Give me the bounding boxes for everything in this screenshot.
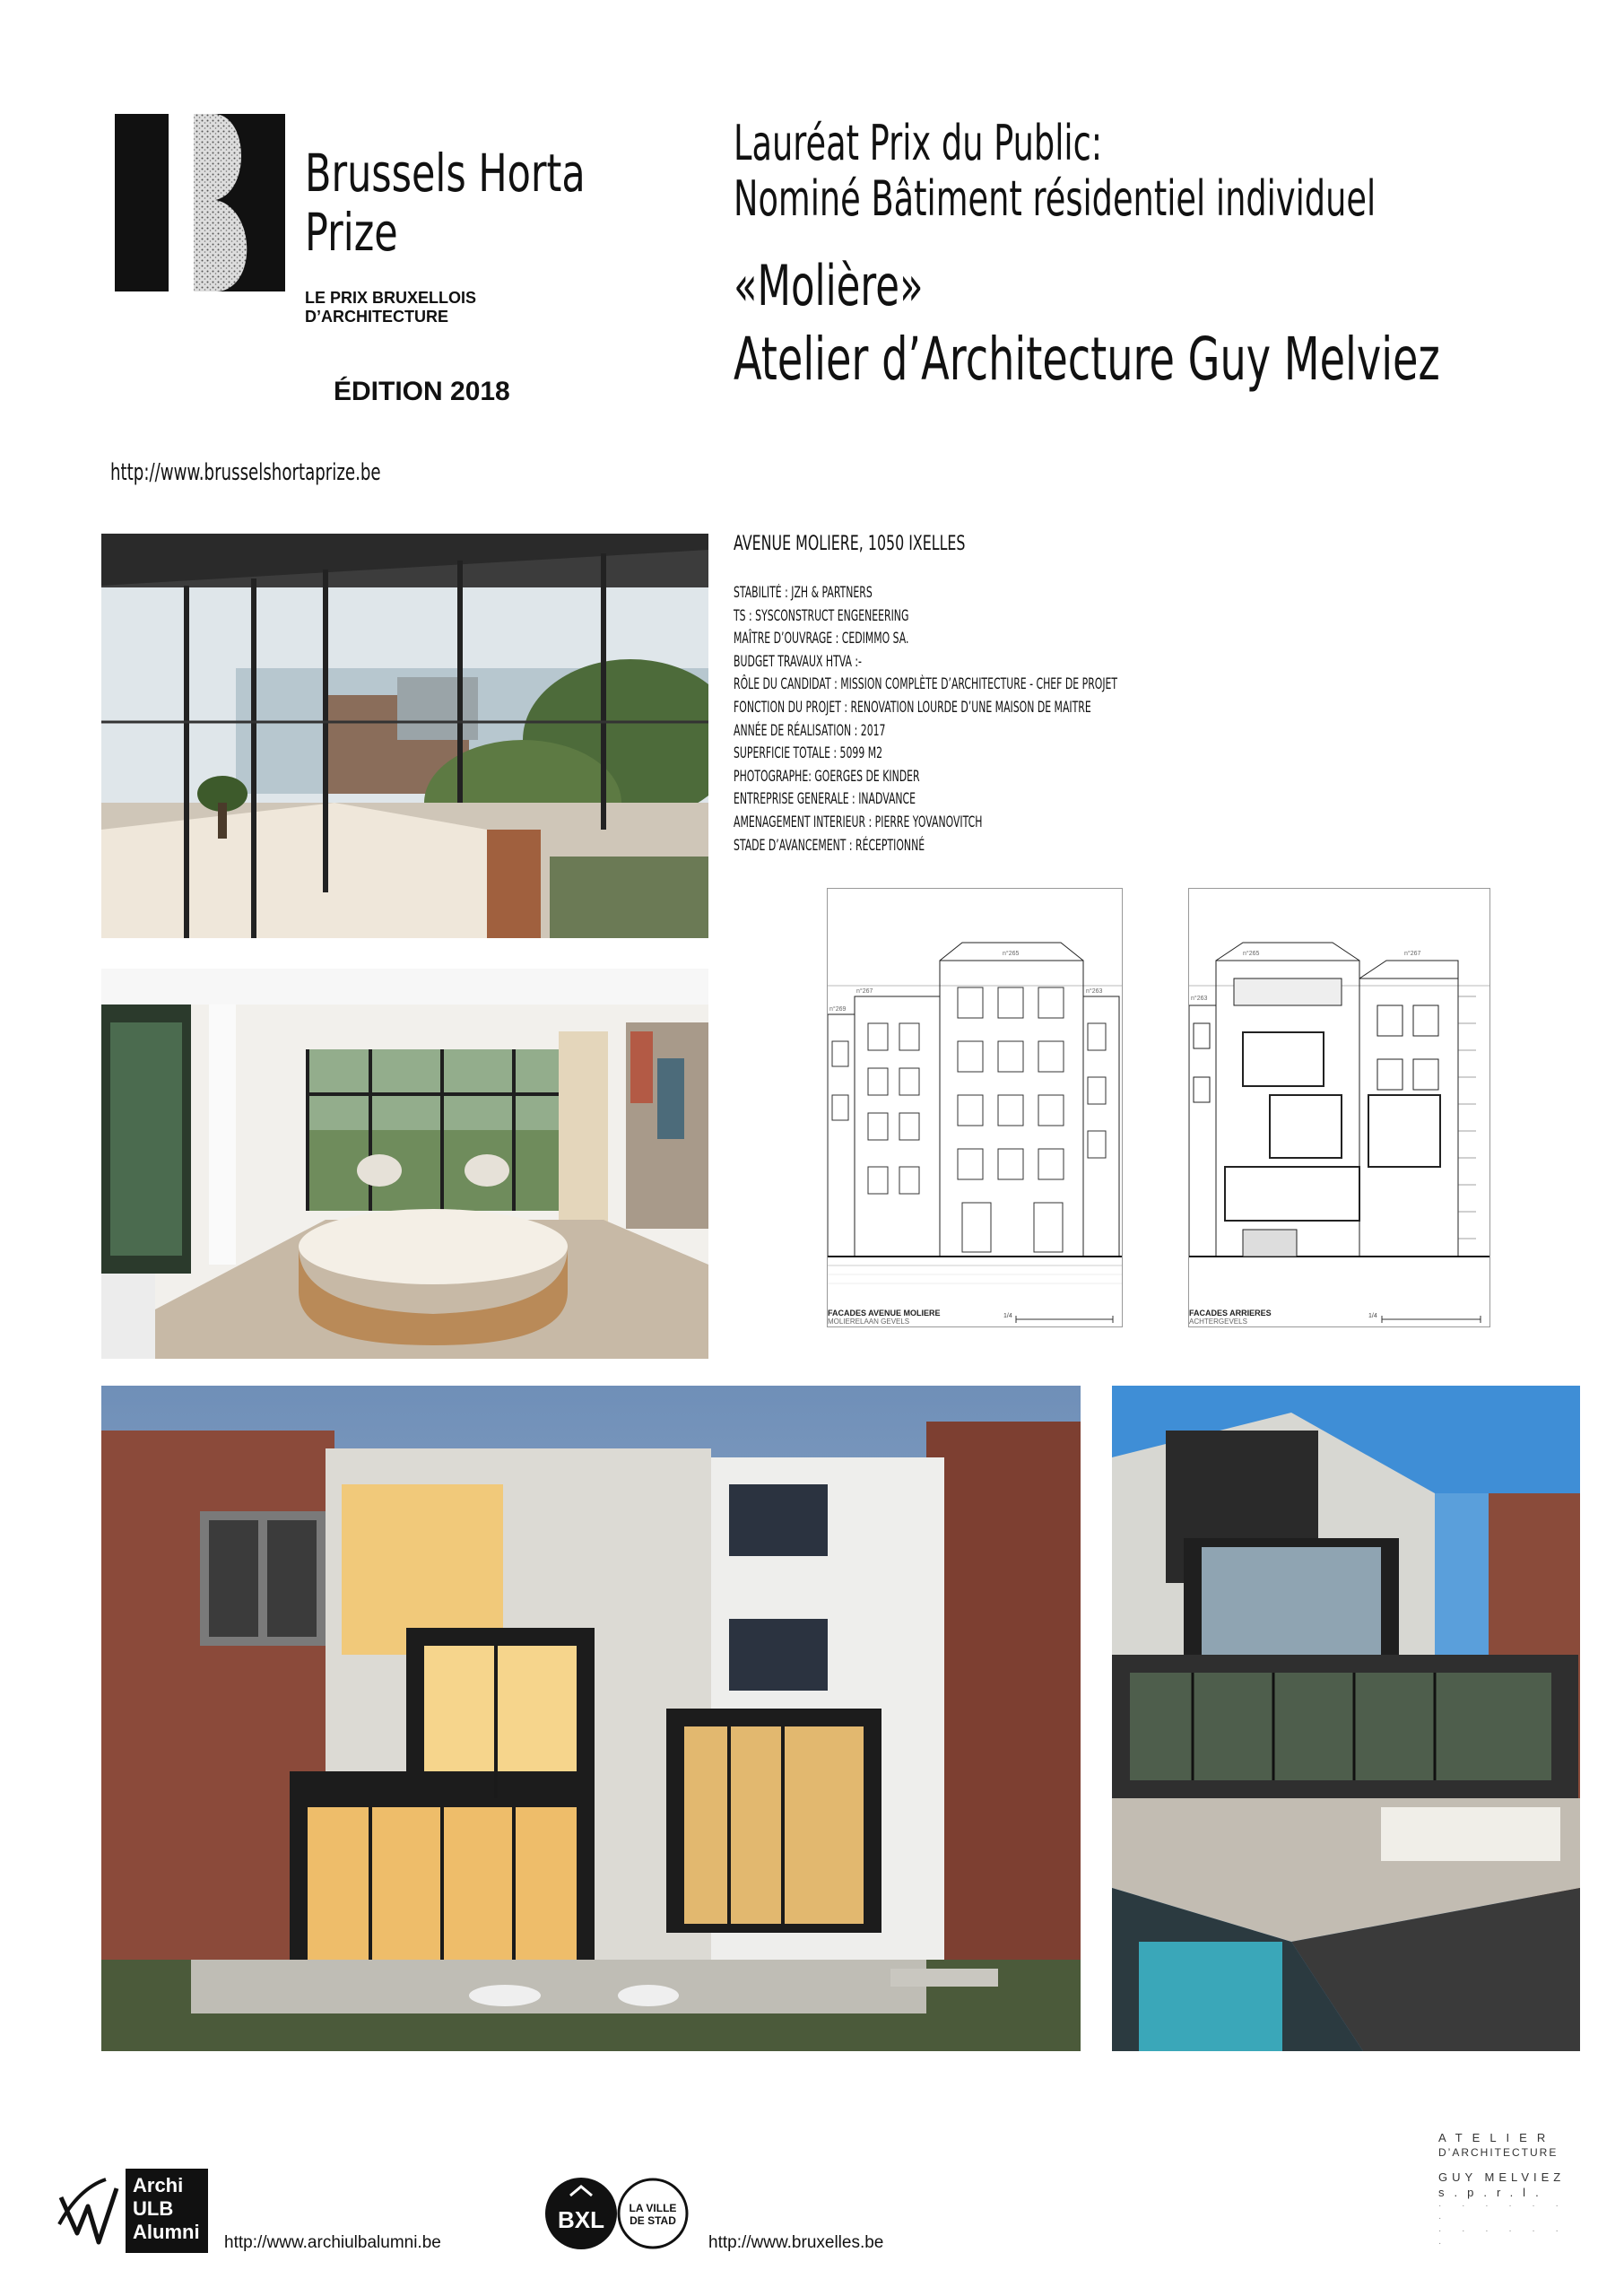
front-drawing-caption: FACADES AVENUE MOLIERE bbox=[828, 1309, 941, 1318]
detail-item: STABILITÉ : JZH & PARTNERS bbox=[734, 584, 873, 601]
archi-ulb-emblem bbox=[52, 2170, 124, 2253]
award-line: Lauréat Prix du Public: bbox=[734, 115, 1103, 171]
rear-scale: 1/4 bbox=[1368, 1313, 1377, 1319]
photo-glass-terrace bbox=[101, 534, 708, 938]
detail-item: BUDGET TRAVAUX HTVA :- bbox=[734, 652, 862, 670]
atelier-logo-dots: · · · · · · · bbox=[1438, 2201, 1568, 2223]
detail-item: PHOTOGRAPHE: GOERGES DE KINDER bbox=[734, 767, 920, 785]
detail-item: SUPERFICIE TOTALE : 5099 M2 bbox=[734, 744, 883, 762]
atelier-logo-line: GUY MELVIEZ bbox=[1438, 2170, 1566, 2184]
brand-name-line1: Brussels Horta bbox=[305, 143, 586, 204]
brand-name bbox=[305, 144, 586, 262]
detail-item: RÔLE DU CANDIDAT : MISSION COMPLÈTE D’ARCHITECTURE - CHEF DE PROJET bbox=[734, 675, 1118, 693]
front-label-mid: n°265 bbox=[1003, 951, 1020, 957]
atelier-logo-line: D’ARCHITECTURE bbox=[1438, 2146, 1559, 2159]
detail-item: STADE D’AVANCEMENT : RÉCEPTIONNÉ bbox=[734, 836, 925, 854]
archi-logo-line: ULB bbox=[133, 2197, 174, 2220]
bxl-logo-sub: LA VILLE bbox=[629, 2202, 677, 2214]
rear-label-side: n°263 bbox=[1191, 996, 1208, 1002]
rear-drawing-caption: FACADES ARRIERES bbox=[1189, 1309, 1272, 1318]
archi-ulb-website-link[interactable]: http://www.archiulbalumni.be bbox=[224, 2233, 441, 2252]
front-drawing-subcaption: MOLIERELAAN GEVELS bbox=[828, 1318, 910, 1326]
front-label-left: n°267 bbox=[856, 988, 873, 995]
detail-item: TS : SYSCONSTRUCT ENGENEERING bbox=[734, 606, 909, 624]
brussels-horta-prize-logo bbox=[115, 114, 285, 291]
bxl-logo-text: BXL bbox=[558, 2206, 604, 2233]
drawing-front-facade bbox=[827, 888, 1123, 1327]
atelier-guy-melviez-logo bbox=[1438, 2130, 1573, 2250]
nomination-line: Nominé Bâtiment résidentiel individuel bbox=[734, 170, 1376, 227]
brand-subtitle-line1: LE PRIX BRUXELLOIS bbox=[305, 289, 477, 307]
rear-label-left: n°265 bbox=[1243, 951, 1260, 957]
project-address: AVENUE MOLIERE, 1050 IXELLES bbox=[734, 533, 966, 555]
edition-label: ÉDITION 2018 bbox=[334, 377, 510, 406]
archi-logo-line: Archi bbox=[133, 2174, 184, 2196]
photo-rear-facade-dusk bbox=[101, 1386, 1081, 2051]
detail-item: AMENAGEMENT INTERIEUR : PIERRE YOVANOVITCH bbox=[734, 813, 983, 831]
rear-drawing-subcaption: ACHTERGEVELS bbox=[1189, 1318, 1247, 1326]
front-label-right: n°263 bbox=[1086, 988, 1103, 995]
bruxelles-website-link[interactable]: http://www.bruxelles.be bbox=[708, 2233, 884, 2252]
rear-label-right: n°267 bbox=[1404, 951, 1421, 957]
atelier-logo-dots: · · · · · · · bbox=[1438, 2226, 1568, 2248]
detail-item: FONCTION DU PROJET : RENOVATION LOURDE D’UNE MAISON DE MAITRE bbox=[734, 698, 1091, 716]
front-label-side: n°269 bbox=[829, 1006, 847, 1013]
drawing-rear-facade bbox=[1188, 888, 1490, 1327]
front-scale: 1/4 bbox=[1003, 1313, 1012, 1319]
atelier-logo-line: ATELIER bbox=[1438, 2131, 1556, 2144]
project-name: «Molière» bbox=[734, 253, 924, 318]
photo-living-room bbox=[101, 969, 708, 1359]
atelier-logo-line: s.p.r.l. bbox=[1438, 2186, 1549, 2199]
brand-name-line2: Prize bbox=[305, 202, 398, 263]
archi-ulb-alumni-logo bbox=[126, 2169, 208, 2253]
project-details-list bbox=[734, 581, 1117, 857]
detail-item: ENTREPRISE GENERALE : INADVANCE bbox=[734, 790, 916, 808]
brand-subtitle bbox=[305, 289, 476, 326]
brand-subtitle-line2: D’ARCHITECTURE bbox=[305, 308, 448, 326]
prize-website-link[interactable]: http://www.brusselshortaprize.be bbox=[110, 459, 381, 486]
architect-name: Atelier d’Architecture Guy Melviez bbox=[734, 325, 1440, 394]
archi-logo-line: Alumni bbox=[133, 2221, 200, 2243]
bxl-logo bbox=[543, 2176, 696, 2251]
photo-terrace-pool bbox=[1112, 1386, 1580, 2051]
bxl-logo-sub: DE STAD bbox=[630, 2214, 676, 2227]
detail-item: ANNÉE DE RÉALISATION : 2017 bbox=[734, 721, 886, 739]
detail-item: MAÎTRE D’OUVRAGE : CEDIMMO SA. bbox=[734, 630, 909, 648]
